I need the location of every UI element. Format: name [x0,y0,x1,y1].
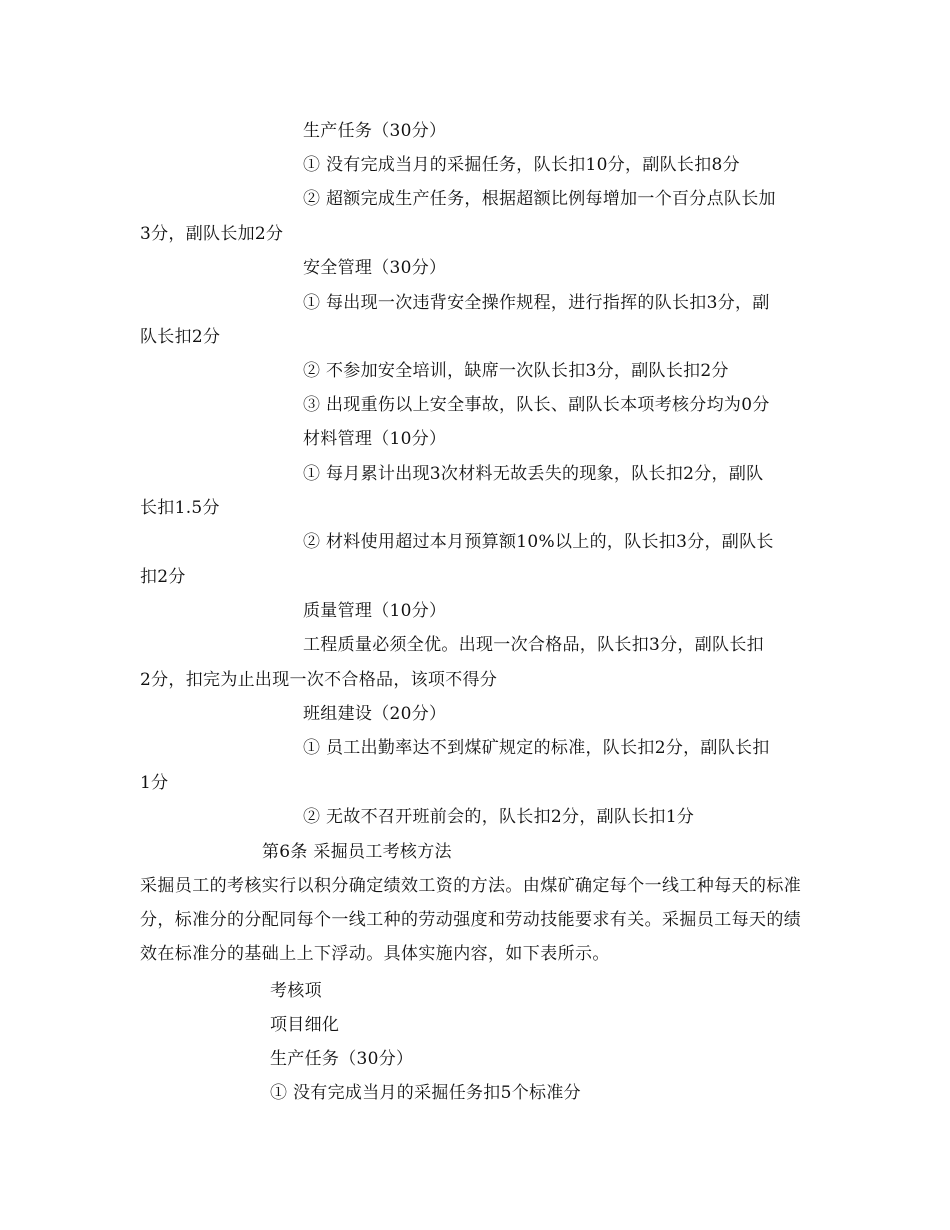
text-line: 扣2分 [140,567,186,587]
table-header-detail: 项目细化 [270,1015,340,1035]
body-paragraph: 采掘员工的考核实行以积分确定绩效工资的方法。由煤矿确定每个一线工种每天的标准分，标准分的分配同每个一线工种的劳动强度和劳动技能要求有关。采掘员工每天的绩效在标准分的基础上上下浮动。具体实施内容，如下表所示。 [140,876,802,964]
text-line: 队长扣2分 [140,327,221,347]
text-line: 1分 [140,773,169,793]
text-line: ② 不参加安全培训，缺席一次队长扣3分，副队长扣2分 [303,361,729,381]
text-line: ① 每出现一次违背安全操作规程，进行指挥的队长扣3分，副 [303,293,770,313]
text-line: ② 材料使用超过本月预算额10%以上的，队长扣3分，副队长 [303,532,774,552]
text-line: ② 超额完成生产任务，根据超额比例每增加一个百分点队长加 [303,189,776,209]
text-line: 长扣1.5分 [140,498,220,518]
heading-safety-management: 安全管理（30分） [303,258,447,278]
article-heading: 第6条 采掘员工考核方法 [262,842,452,862]
table-cell: ① 没有完成当月的采掘任务扣5个标准分 [270,1083,581,1103]
text-line: 3分，副队长加2分 [140,224,284,244]
text-line: 2分，扣完为止出现一次不合格品，该项不得分 [140,670,498,690]
text-line: ① 每月累计出现3次材料无故丢失的现象，队长扣2分，副队 [303,464,764,484]
heading-team-building: 班组建设（20分） [303,704,447,724]
heading-quality-management: 质量管理（10分） [303,601,447,621]
heading-production-task: 生产任务（30分） [303,121,447,141]
text-line: ③ 出现重伤以上安全事故，队长、副队长本项考核分均为0分 [303,395,770,415]
text-line: ① 员工出勤率达不到煤矿规定的标准，队长扣2分，副队长扣 [303,738,770,758]
text-line: ① 没有完成当月的采掘任务，队长扣10分，副队长扣8分 [303,155,740,175]
table-cell: 生产任务（30分） [270,1049,414,1069]
text-line: ② 无故不召开班前会的，队长扣2分，副队长扣1分 [303,807,695,827]
table-header-item: 考核项 [270,981,322,1001]
text-line: 工程质量必须全优。出现一次合格品，队长扣3分，副队长扣 [303,635,764,655]
heading-material-management: 材料管理（10分） [303,429,447,449]
